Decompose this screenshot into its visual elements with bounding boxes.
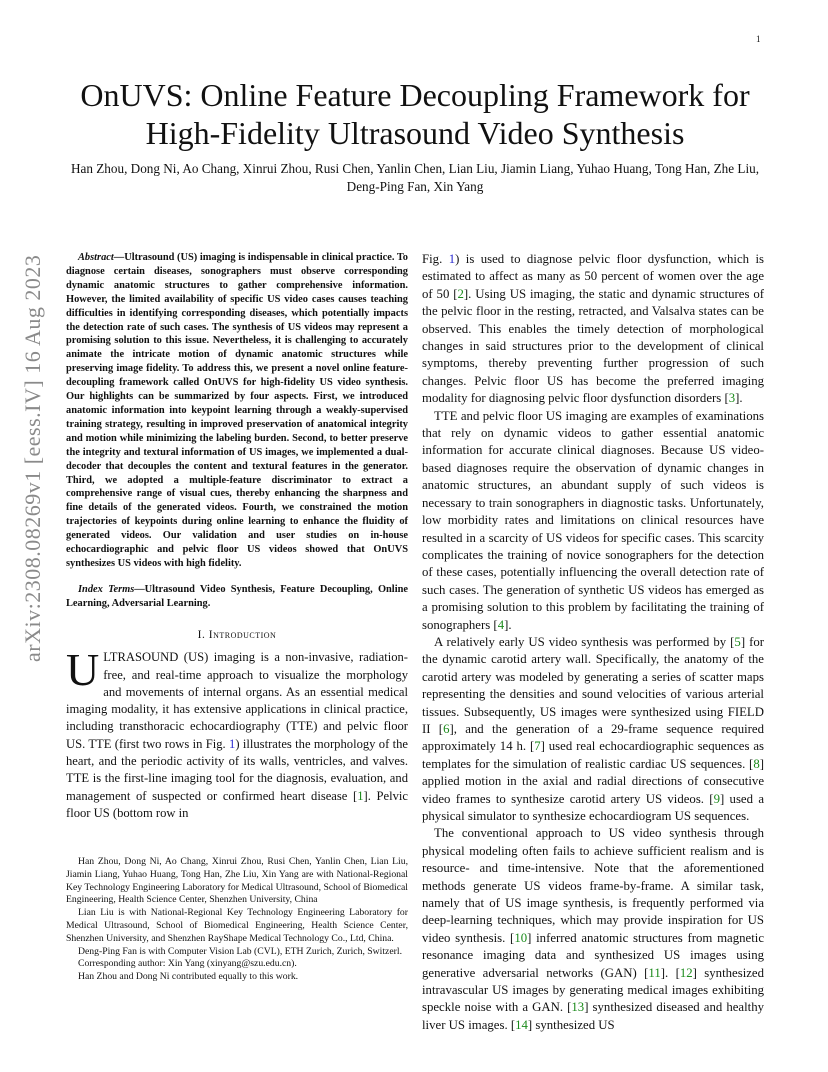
body-text: ] used a physical simulator to synthesize echocardiogram US sequences. <box>422 791 764 823</box>
index-terms-text: —Ultrasound Video Synthesis, Feature Decoupling, Online Learning, Adversarial Learning. <box>66 583 408 609</box>
body-paragraph <box>422 825 764 1034</box>
section-title: Introduction <box>208 628 277 641</box>
body-text: ] synthesized US <box>527 1017 615 1032</box>
footnotes <box>66 856 408 984</box>
body-text: ]. [ <box>660 965 680 980</box>
citation-link[interactable]: 11 <box>648 965 661 980</box>
intro-paragraph <box>66 644 408 822</box>
body-paragraph <box>422 251 764 408</box>
citation-link[interactable]: 5 <box>734 634 741 649</box>
drop-cap: U <box>66 644 100 696</box>
citation-link[interactable]: 4 <box>497 617 505 632</box>
index-terms <box>66 583 408 611</box>
body-text: ] applied motion in the axial and radial directions of consecutive video frames to synthesize carotid artery US videos. [ <box>422 756 764 806</box>
abstract <box>66 251 408 571</box>
citation-link[interactable]: 13 <box>571 1000 585 1015</box>
citation-link[interactable]: 14 <box>515 1017 528 1032</box>
page-number: 1 <box>756 34 761 44</box>
citation-link[interactable]: 7 <box>534 739 541 754</box>
body-text: ] used real echocardiographic sequences as templates for the simulation of realistic cardiac US sequences. [ <box>422 739 764 771</box>
citation-link[interactable]: 10 <box>514 930 528 945</box>
body-text: ]. Using US imaging, the static and dynamic structures of the pelvic floor in the resting, retracted, and Valsalva states can be observed. This enables the timely detection of morphological changes in said structures prior to the development of clinical symptoms, thereby preventing further progression of such changes. Pelvic floor US has become the preferred imaging modality for diagnosing pelvic floor dysfunction disorders [ <box>422 286 764 406</box>
footnote: Corresponding author: Xin Yang (xinyang@szu.edu.cn). <box>78 958 297 970</box>
footnote: Deng-Ping Fan is with Computer Vision Lab (CVL), ETH Zurich, Zurich, Switzerl. <box>78 945 402 957</box>
citation-link[interactable]: 6 <box>443 721 450 736</box>
abstract-lead: Abstract <box>78 252 114 263</box>
body-text: ] inferred anatomic structures from magnetic resonance imaging data and synthesized US images using generative adversarial networks (GAN) [ <box>422 930 765 980</box>
paper-title: OnUVS: Online Feature Decoupling Framework for High-Fidelity Ultrasound Video Synthesis <box>80 77 750 151</box>
body-text: ], and the generation of a 29-frame sequence required approximately 14 h. [ <box>422 721 764 754</box>
body-text: ]. <box>735 391 743 406</box>
citation-link[interactable]: 12 <box>679 965 693 980</box>
body-paragraph <box>422 634 764 825</box>
arxiv-identifier: arXiv:2308.08269v1 [eess.IV] 16 Aug 2023 <box>20 254 45 662</box>
section-number: I. <box>197 628 206 641</box>
citation-link[interactable]: 1 <box>357 788 364 803</box>
figure-link[interactable]: 1 <box>229 736 236 751</box>
left-column <box>66 251 408 822</box>
index-terms-lead: Index Terms <box>78 583 135 595</box>
intro-text: ) illustrates the morphology of the heart, and the periodic activity of its walls, ventricles, and valves. TTE is the first-line imaging tool for the diagnosis, evaluation, and management of suspected or confirmed heart disease [ <box>66 736 408 803</box>
body-text: ] for the dynamic carotid artery wall. Specifically, the anatomy of the carotid artery was modeled by generating a series of scatter maps representing the densities and sound velocities of various arterial tissues. Subsequently, US images were synthesized using FIELD II [ <box>422 634 764 736</box>
footnote: Han Zhou and Dong Ni contributed equally to this work. <box>78 971 299 983</box>
body-text: Fig. <box>422 252 449 266</box>
footnote: Lian Liu is with National-Regional Key Technology Engineering Laboratory for Medical Ultrasound, School of Biomedical Engineering, Health Science Center, Shenzhen University, and Shenzhen RayShape Medical Technology Co., Ltd, China. <box>66 907 408 944</box>
author-list: Han Zhou, Dong Ni, Ao Chang, Xinrui Zhou, Rusi Chen, Yanlin Chen, Lian Liu, Jiamin Liang, Yuhao Huang, Tong Han, Zhe Liu, Deng-Ping Fan, Xin Yang <box>70 161 760 194</box>
footnote: Han Zhou, Dong Ni, Ao Chang, Xinrui Zhou, Rusi Chen, Yanlin Chen, Lian Liu, Jiamin Liang, Yuhao Huang, Tong Han, Zhe Liu, Xin Yang are with National-Regional Key Technology Engineering Laboratory for Medical Ultrasound, School of Biomedical Engineering, Health Science Center, Shenzhen University, China <box>66 856 408 906</box>
body-text: ] synthesized intravascular US images by generating medical images exhibiting speckle noise with a GAN. [ <box>422 965 765 1015</box>
citation-link[interactable]: 8 <box>753 756 760 771</box>
citation-link[interactable]: 9 <box>713 791 720 806</box>
body-paragraph <box>422 408 764 634</box>
intro-text: ]. Pelvic floor US (bottom row in <box>66 788 408 820</box>
section-heading <box>66 627 408 644</box>
body-text: ]. <box>504 617 512 632</box>
citation-link[interactable]: 2 <box>457 286 464 301</box>
intro-text: (US) imaging is a non-invasive, radiation-free, and real-time approach to visualize the morphology and movements of internal organs. As an essential medical imaging modality, it has extensive applications in clinical practice, including transthoracic echocardiography (TTE) and pelvic floor US. TTE (first two rows in Fig. <box>66 650 408 751</box>
citation-link[interactable]: 3 <box>728 391 736 406</box>
abstract-text: —Ultrasound (US) imaging is indispensable in clinical practice. To diagnose certain diseases, sonographers must observe corresponding dynamic anatomic structures to gather comprehensive information. However, the limited availability of specific US video cases causes teaching difficulties in identifying corresponding diseases, which potentially impacts the detection rate of such cases. The synthesis of US videos may represent a promising solution to this issue. Nevertheless, it is challenging to accurately animate the intricate motion of dynamic anatomic structures while preserving image fidelity. To address this, we present a novel online feature-decoupling framework called OnUVS for high-fidelity US video synthesis. Our highlights can be summarized by four aspects. First, we introduced anatomic information into keypoint learning through a weakly-supervised training strategy, resulting in improved preservation of anatomical integrity and motion while minimizing the labeling burden. Second, to better preserve the integrity and textural information of US images, we implemented a dual-decoder that decouples the content and textural features in the generator. Third, we adopted a multiple-feature discriminator to extract a comprehensive range of visual cues, thereby enhancing the sharpness and fine details of the generated videos. Fourth, we constrained the motion trajectories of keypoints during online learning to enhance the fluidity of generated videos. Our validation and user studies on in-house echocardiographic and pelvic floor US videos showed that OnUVS synthesizes US videos with high fidelity. <box>66 252 408 569</box>
intro-lead-caps: LTRASOUND <box>103 650 179 665</box>
body-text: ] synthesized diseased and healthy liver US images. [ <box>422 1000 764 1032</box>
figure-link[interactable]: 1 <box>448 252 456 266</box>
body-text: The conventional approach to US video synthesis through physical modeling often fails to achieve sufficient realism and is resource- and time-intensive. Note that the aforementioned methods generate US videos frame-by-frame. A similar task, namely that of US image synthesis, is frequently performed via deep-learning techniques, which may provide inspiration for US video synthesis. [ <box>422 826 764 945</box>
body-text: TTE and pelvic floor US imaging are examples of examinations that rely on dynamic videos to gather essential anatomic information for accurate clinical diagnoses. Because US video-based diagnoses require the observation of dynamic changes in anatomic structures, an abundant supply of such videos is necessary to train sonographers in diagnostic tasks. Unfortunately, low morbidity rates and limitations on clinical resources have resulted in a scarcity of US videos for specific cases. This scarcity complicates the training of novice sonographers for the detection of these cases, potentially influencing the overall detection rate of such cases. The generation of synthetic US videos has emerged as a promising solution to this problem by facilitating the training of sonographers [ <box>422 408 764 632</box>
body-text: ) is used to diagnose pelvic floor dysfunction, which is estimated to affect as many as 50 percent of women over the age of 50 [ <box>422 252 764 301</box>
body-text: A relatively early US video synthesis was performed by [ <box>434 634 735 649</box>
right-column <box>422 251 764 1034</box>
